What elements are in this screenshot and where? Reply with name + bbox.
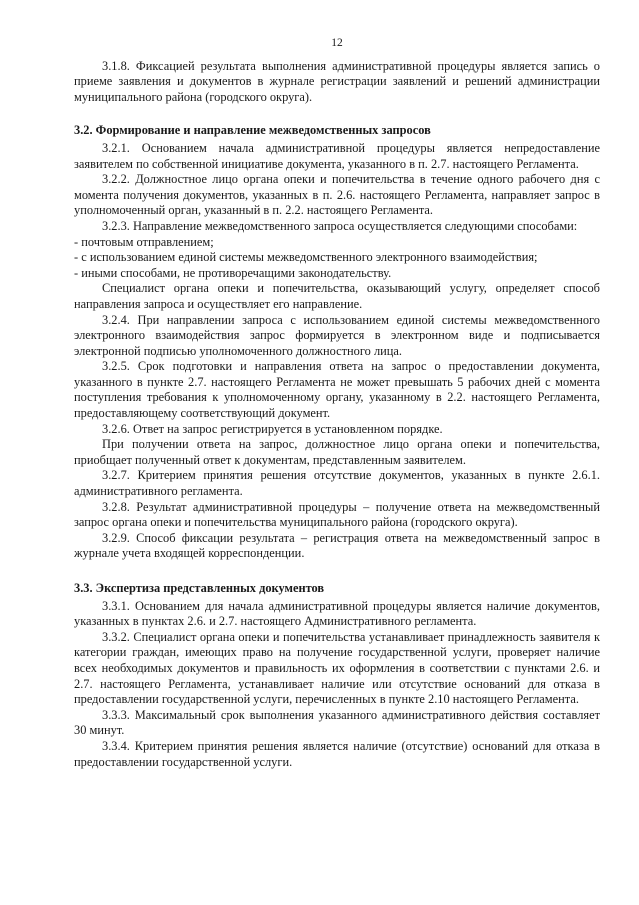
paragraph-3-3-4: 3.3.4. Критерием принятия решения является наличие (отсутствие) оснований для отказа в предоставлении государственной услуги.: [74, 738, 600, 769]
section-heading-3-3: 3.3. Экспертиза представленных документов: [74, 581, 325, 595]
paragraph-specialist: Специалист органа опеки и попечительства, оказывающий услугу, определяет способ направления запроса и осуществляет его направление.: [74, 281, 600, 311]
list-item: - почтовым отправлением;: [74, 234, 214, 249]
paragraph-3-2-5: 3.2.5. Срок подготовки и направления ответа на запрос о предоставлении документа, указанного в пункте 2.7. настоящего Регламента не может превышать 5 рабочих дней с момента поступления требования к уполномоченному органу, указанному в 2.2. настоящего Регламента, предоставляющему соответствующий документ.: [74, 359, 600, 421]
paragraph-3-2-7: 3.2.7. Критерием принятия решения отсутствие документов, указанных в пункте 2.6.1. административного регламента.: [74, 468, 600, 499]
section-heading-3-2: 3.2. Формирование и направление межведомственных запросов: [74, 123, 431, 138]
paragraph-3-1-8: 3.1.8. Фиксацией результата выполнения административной процедуры является запись о приеме заявления и документов в журнале регистрации заявлений и решений администрации муниципального района (городского округа).: [74, 58, 600, 104]
paragraph-3-2-4: 3.2.4. При направлении запроса с использованием единой системы межведомственного электронного взаимодействия запрос формируется в электронном виде и подписывается электронной подписью уполномоченного должностного лица.: [74, 312, 600, 358]
paragraph-3-3-2: 3.3.2. Специалист органа опеки и попечительства устанавливает принадлежность заявителя к категории граждан, имеющих право на получение государственной услуги, проверяет наличие всех необходимых документов и правильность их оформления в соответствии с пунктами 2.6. и 2.7. настоящего Регламента, устанавливает наличие или отсутствие оснований для отказа в предоставлении государственной услуги, перечисленных в пункте 2.10 настоящего Регламента.: [74, 629, 600, 707]
paragraph-3-2-6: 3.2.6. Ответ на запрос регистрируется в установленном порядке.: [102, 421, 443, 436]
document-page: [74, 0, 600, 770]
paragraph-3-3-1: 3.3.1. Основанием для начала административной процедуры является наличие документов, указанных в пунктах 2.6. и 2.7. настоящего Административного регламента.: [74, 598, 600, 629]
paragraph-3-2-3: 3.2.3. Направление межведомственного запроса осуществляется следующими способами:: [102, 218, 578, 233]
list-item: - иными способами, не противоречащими законодательству.: [74, 265, 392, 280]
paragraph-3-2-8: 3.2.8. Результат административной процедуры – получение ответа на межведомственный запрос органа опеки и попечительства муниципального района (городского округа).: [74, 499, 600, 530]
paragraph-3-2-9: 3.2.9. Способ фиксации результата – регистрация ответа на межведомственный запрос в журнале учета входящей корреспонденции.: [74, 530, 600, 561]
paragraph-3-3-3: 3.3.3. Максимальный срок выполнения указанного административного действия составляет 30 минут.: [74, 707, 600, 738]
paragraph-response: При получении ответа на запрос, должностное лицо органа опеки и попечительства, приобщает полученный ответ к документам, представленным заявителем.: [74, 437, 600, 467]
paragraph-3-2-2: 3.2.2. Должностное лицо органа опеки и попечительства в течение одного рабочего дня с момента получения документов, указанных в п. 2.6. настоящего Регламента, направляет запрос в уполномоченный орган, указанный в п. 2.2. настоящего Регламента.: [74, 172, 600, 218]
list-item: - с использованием единой системы межведомственного электронного взаимодействия;: [74, 250, 538, 265]
page-number: 12: [331, 37, 343, 49]
paragraph-3-2-1: 3.2.1. Основанием начала административной процедуры является непредоставление заявителем по собственной инициативе документа, указанного в п. 2.7. настоящего Регламента.: [74, 140, 600, 171]
